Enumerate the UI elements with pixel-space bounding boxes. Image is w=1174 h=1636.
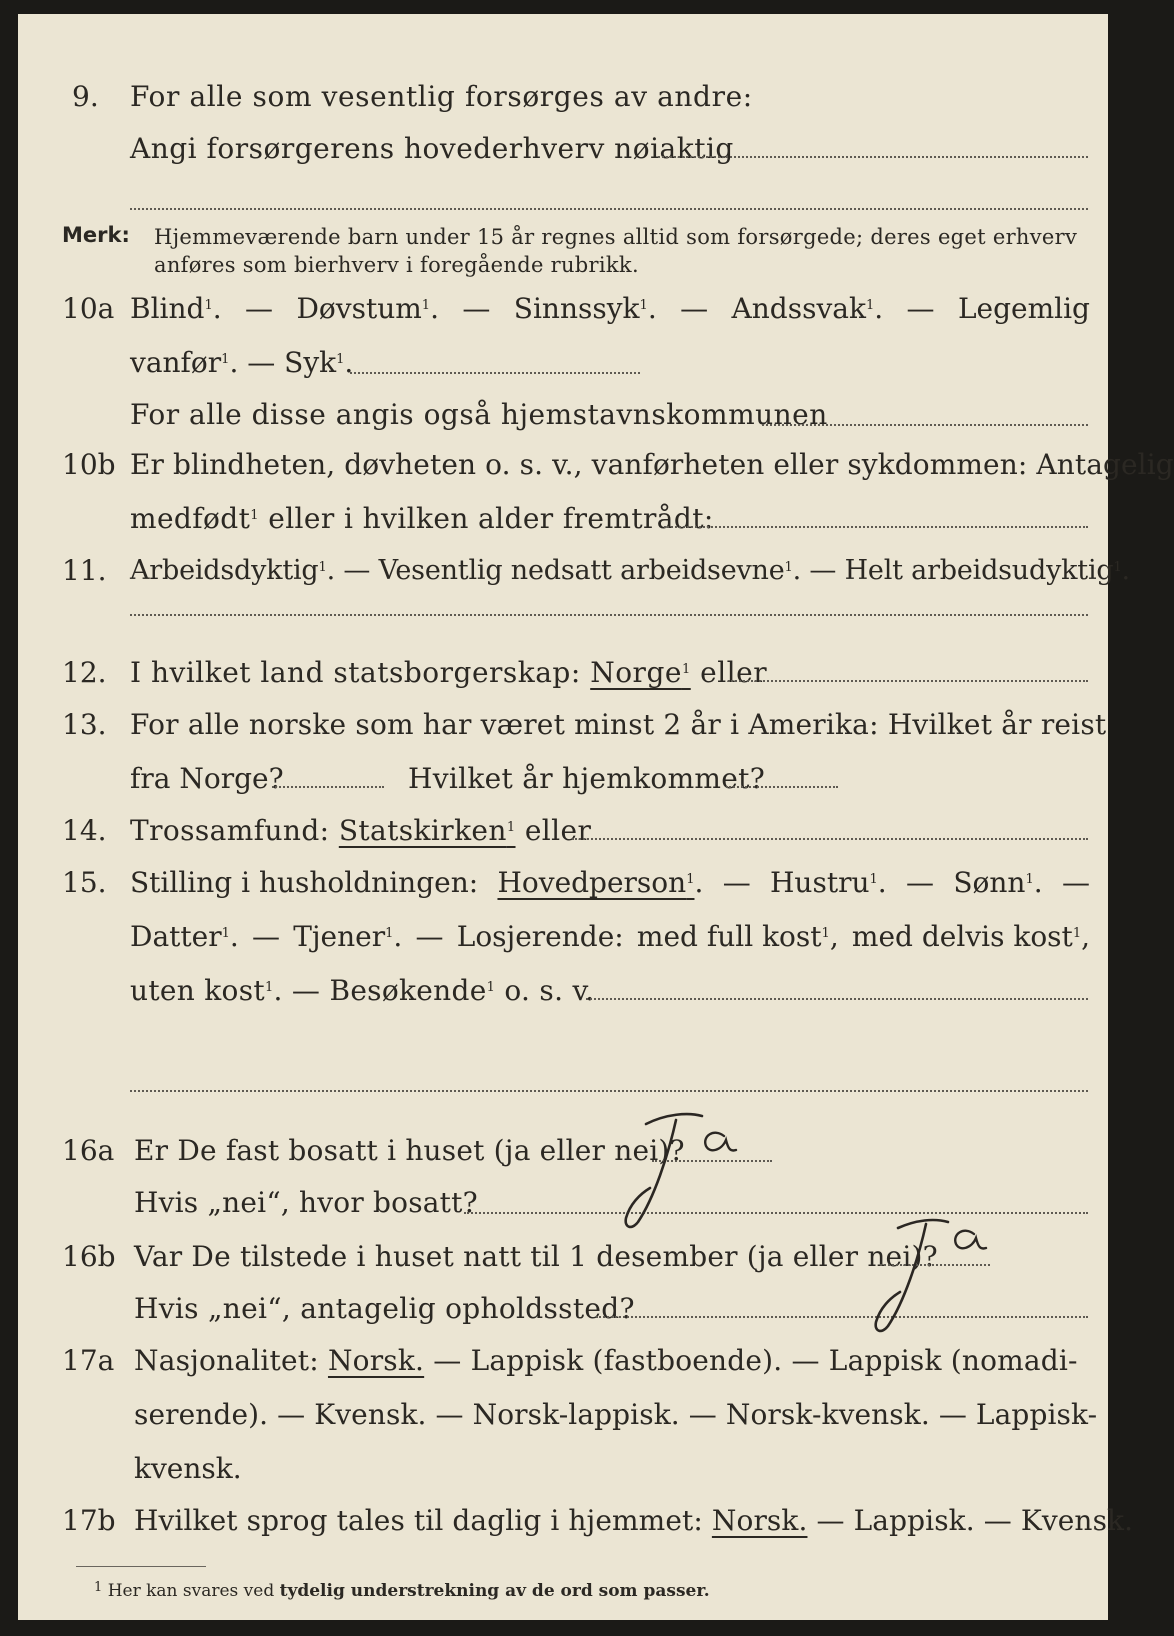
q14-tail: eller	[524, 814, 592, 847]
q17b-lead: Hvilket sprog tales til daglig i hjemmet:	[134, 1504, 703, 1537]
q13-number: 13.	[62, 708, 107, 741]
q14-number: 14.	[62, 814, 107, 847]
q10b-number: 10b	[62, 448, 116, 481]
q17b-rest: — Lappisk. — Kvensk.	[816, 1504, 1134, 1537]
q10b-line2: medfødt$^1$ eller i hvilken alder fremtrådt:	[130, 502, 714, 535]
option-hovedperson: Hovedperson$^1$.	[497, 866, 704, 899]
q16a-handwritten-answer	[606, 1106, 746, 1236]
q13-hjemkommet-line[interactable]	[726, 786, 838, 788]
dash: —	[245, 292, 274, 325]
option-andssvak: Andssvak$^1$.	[731, 292, 884, 325]
footnote-text-a: Her kan svares ved	[107, 1581, 275, 1601]
option-hustru: Hustru$^1$.	[770, 866, 887, 899]
q9-line2: Angi forsørgerens hovederhverv nøiaktig	[130, 132, 734, 165]
option-uten-kost: uten kost$^1$.	[130, 974, 283, 1007]
q16a-bosatt-line[interactable]	[464, 1212, 1088, 1214]
dash: —	[906, 866, 935, 899]
option-udyktig: Helt arbeidsudyktig$^1$.	[844, 555, 1130, 586]
q12-answer-line[interactable]	[728, 680, 1088, 682]
footnote	[94, 1580, 710, 1602]
q17b-line	[134, 1504, 1133, 1538]
q15-line1	[130, 866, 1090, 900]
q10b-line1: Er blindheten, døvheten o. s. v., vanførheten eller sykdommen: Antagelig	[130, 448, 1174, 481]
dash: —	[1061, 866, 1090, 899]
dash: —	[343, 555, 371, 586]
q16a-line1: Er De fast bosatt i huset (ja eller nei)?	[134, 1134, 685, 1167]
q17a-number: 17a	[62, 1344, 115, 1377]
q9-number: 9.	[72, 80, 99, 113]
option-legemlig: Legemlig	[957, 292, 1090, 325]
dash: —	[809, 555, 837, 586]
q10b-line2-text: eller i hvilken alder fremtrådt:	[268, 502, 714, 535]
q11-number: 11.	[62, 554, 107, 587]
q12-line	[130, 656, 767, 690]
q17a-line2: serende). — Kvensk. — Norsk-lappisk. — Norsk-kvensk. — Lappisk-	[134, 1398, 1098, 1431]
q9-answer-line-2[interactable]	[130, 208, 1088, 210]
q12-tail: eller	[700, 656, 768, 689]
option-arbeidsdyktig: Arbeidsdyktig$^1$.	[130, 555, 335, 586]
q16b-handwritten-answer	[854, 1212, 994, 1342]
q15-osv: o. s. v.	[504, 974, 595, 1007]
option-norsk-nasjonalitet: Norsk.	[327, 1344, 425, 1377]
dash: —	[291, 974, 321, 1007]
q17a-lead: Nasjonalitet:	[134, 1344, 319, 1377]
q14-answer-line[interactable]	[572, 838, 1088, 840]
q10a-number: 10a	[62, 292, 115, 325]
q10b-answer-line[interactable]	[664, 526, 1088, 528]
q15-number: 15.	[62, 866, 107, 899]
q13-line2a: fra Norge?	[130, 762, 284, 795]
q13-line2b: Hvilket år hjemkommet?	[408, 762, 766, 795]
q17b-number: 17b	[62, 1504, 116, 1537]
option-statskirken: Statskirken$^1$	[338, 814, 516, 847]
merk-line2: anføres som bierhverv i foregående rubrikk.	[154, 253, 639, 277]
option-norsk-sprog: Norsk.	[711, 1504, 808, 1537]
q17a-line1	[134, 1344, 1078, 1378]
option-syk: Syk$^1$.	[284, 346, 354, 379]
q16b-line2: Hvis „nei“, antagelig opholdssted?	[134, 1292, 635, 1325]
option-blind: Blind$^1$.	[130, 292, 222, 325]
q15-line2	[130, 920, 1090, 954]
q15-line3	[130, 974, 595, 1008]
q14-text: Trossamfund:	[130, 814, 330, 847]
footnote-text-b: tydelig understrekning av de ord som passer.	[279, 1581, 710, 1601]
q13-line1: For alle norske som har været minst 2 år i Amerika: Hvilket år reist	[130, 708, 1107, 741]
dash: —	[462, 292, 491, 325]
option-sonn: Sønn$^1$.	[953, 866, 1043, 899]
option-delvis-kost: med delvis kost$^1$,	[851, 920, 1090, 953]
q16a-number: 16a	[62, 1134, 115, 1167]
q10a-line2	[130, 346, 353, 380]
q17a-line3: kvensk.	[134, 1452, 242, 1485]
q11-answer-line[interactable]	[130, 614, 1088, 616]
option-tjener: Tjener$^1$.	[293, 920, 403, 953]
q16a-line2: Hvis „nei“, hvor bosatt?	[134, 1186, 478, 1219]
footnote-rule	[76, 1566, 206, 1567]
option-norge: Norge$^1$	[590, 656, 691, 689]
option-vanfor: vanfør$^1$.	[130, 346, 239, 379]
q14-line	[130, 814, 591, 848]
q10a-line1	[130, 292, 1090, 326]
option-besokende: Besøkende$^1$	[329, 974, 496, 1007]
q9-line1: For alle som vesentlig forsørges av andre:	[130, 80, 753, 113]
option-medfodt: medfødt	[130, 502, 251, 535]
dash: —	[906, 292, 935, 325]
q9-answer-line[interactable]	[658, 156, 1088, 158]
q16b-number: 16b	[62, 1240, 116, 1273]
census-form-page	[18, 14, 1174, 1620]
option-nedsatt: Vesentlig nedsatt arbeidsevne$^1$.	[378, 555, 801, 586]
dash: —	[415, 920, 444, 953]
q16b-line1: Var De tilstede i huset natt til 1 desember (ja eller nei)?	[134, 1240, 938, 1273]
q15-answer-line-2[interactable]	[130, 1090, 1088, 1092]
merk-block	[62, 222, 130, 248]
merk-label: Merk:	[62, 223, 130, 247]
q12-number: 12.	[62, 656, 107, 689]
footnote-mark: 1	[94, 1580, 103, 1595]
q17a-line1-rest: — Lappisk (fastboende). — Lappisk (nomadi-	[433, 1344, 1078, 1377]
option-sinnssyk: Sinnssyk$^1$.	[513, 292, 657, 325]
q10a-kommune-line[interactable]	[762, 424, 1088, 426]
q11-line	[130, 554, 1130, 588]
option-dovstum: Døvstum$^1$.	[296, 292, 439, 325]
dash: —	[680, 292, 709, 325]
dash: —	[247, 346, 276, 379]
q16b-opholdssted-line[interactable]	[596, 1316, 1088, 1318]
q15-losjerende: Losjerende:	[456, 920, 624, 953]
q10a-answer-line[interactable]	[350, 372, 640, 374]
dash: —	[722, 866, 751, 899]
option-datter: Datter$^1$.	[130, 920, 239, 953]
merk-line1: Hjemmeværende barn under 15 år regnes alltid som forsørgede; deres eget erhverv	[154, 225, 1078, 249]
q13-reist-line[interactable]	[272, 786, 384, 788]
q15-answer-line[interactable]	[586, 998, 1088, 1000]
q15-lead: Stilling i husholdningen:	[130, 866, 479, 899]
q12-text: I hvilket land statsborgerskap:	[130, 656, 581, 689]
option-full-kost: med full kost$^1$,	[636, 920, 839, 953]
dash: —	[252, 920, 280, 953]
q10a-line3: For alle disse angis også hjemstavnskommunen	[130, 398, 828, 431]
